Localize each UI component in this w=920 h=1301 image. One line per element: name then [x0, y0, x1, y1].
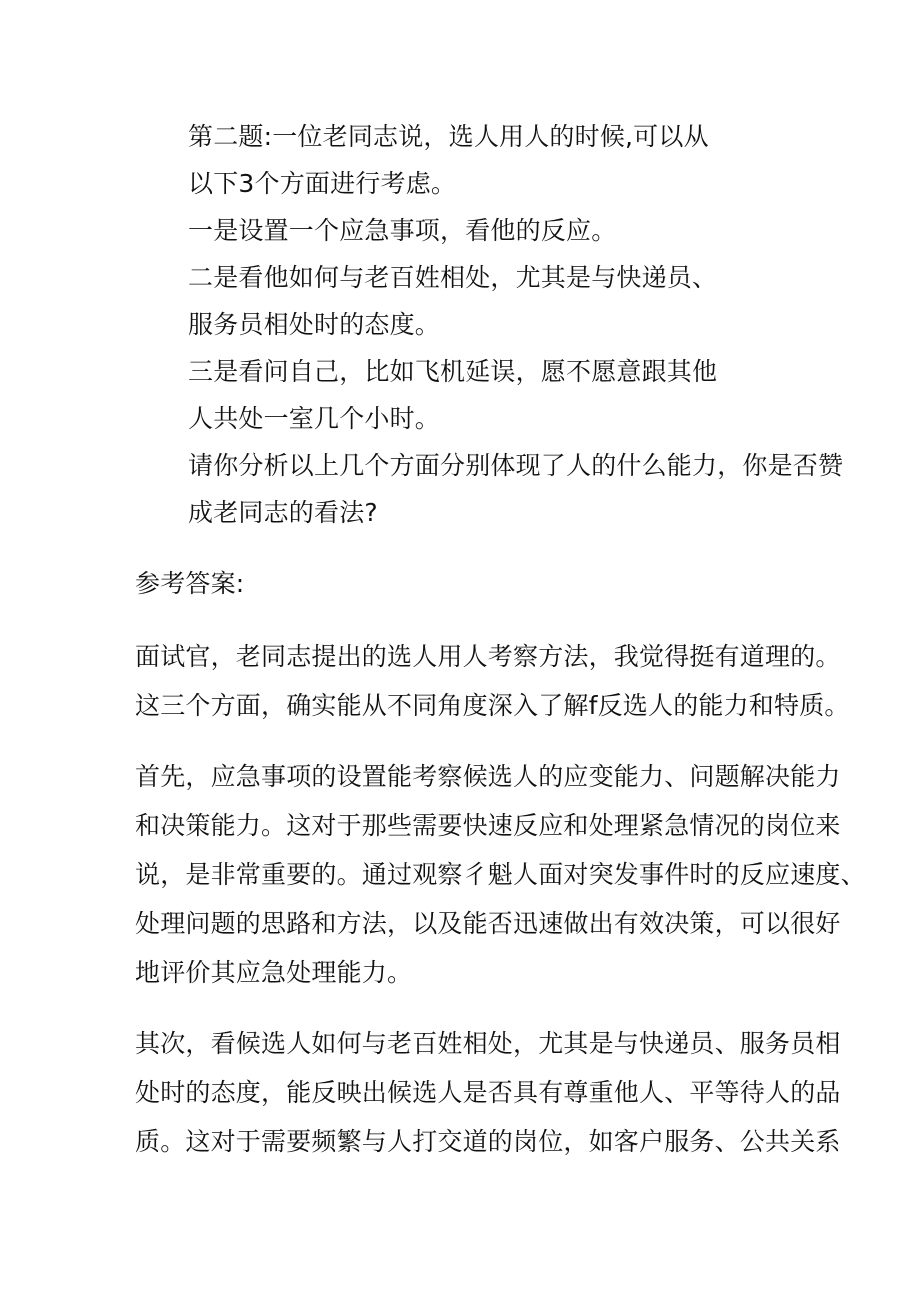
answer-para1-line-5: 地评价其应急处理能力。	[135, 958, 413, 987]
question-line-5: 服务员相处时的态度。	[188, 310, 441, 339]
answer-heading: 参考答案:	[135, 569, 245, 598]
answer-para1-line-3: 说，是非常重要的。通过观察彳魁人面对突发事件时的反应速度、	[135, 860, 866, 889]
question-line-8: 请你分析以上几个方面分别体现了人的什么能力，你是否赞	[188, 451, 844, 480]
answer-intro-line-1: 面试官，老同志提出的选人用人考察方法，我觉得挺有道理的。	[135, 642, 841, 671]
answer-para2-line-1: 其次，看候选人如何与老百姓相处，尤其是与快递员、服务员相	[135, 1029, 841, 1058]
answer-para2-line-2: 处时的态度，能反映出候选人是否具有尊重他人、平等待人的品	[135, 1078, 841, 1107]
question-line-4: 二是看他如何与老百姓相处，尤其是与快递员、	[188, 263, 718, 292]
answer-intro-line-2: 这三个方面，确实能从不同角度深入了解f反选人的能力和特质。	[135, 691, 850, 720]
answer-para1-line-1: 首先，应急事项的设置能考察候选人的应变能力、问题解决能力	[135, 762, 841, 791]
question-line-3: 一是设置一个应急事项，看他的反应。	[188, 216, 617, 245]
question-line-2: 以下3个方面进行考虑。	[188, 169, 457, 198]
question-line-9: 成老同志的看法?	[188, 498, 378, 527]
answer-para1-line-4: 处理问题的思路和方法，以及能否迅速做出有效决策，可以很好	[135, 909, 841, 938]
question-line-6: 三是看问自己，比如飞机延误，愿不愿意跟其他	[188, 357, 718, 386]
question-line-7: 人共处一室几个小时。	[188, 404, 441, 433]
answer-para2-line-3: 质。这对于需要频繁与人打交道的岗位，如客户服务、公共关系	[135, 1127, 841, 1156]
question-line-1: 第二题:一位老同志说，选人用人的时候,可以从	[188, 122, 709, 151]
answer-para1-line-2: 和决策能力。这对于那些需要快速反应和处理紧急情况的岗位来	[135, 811, 841, 840]
